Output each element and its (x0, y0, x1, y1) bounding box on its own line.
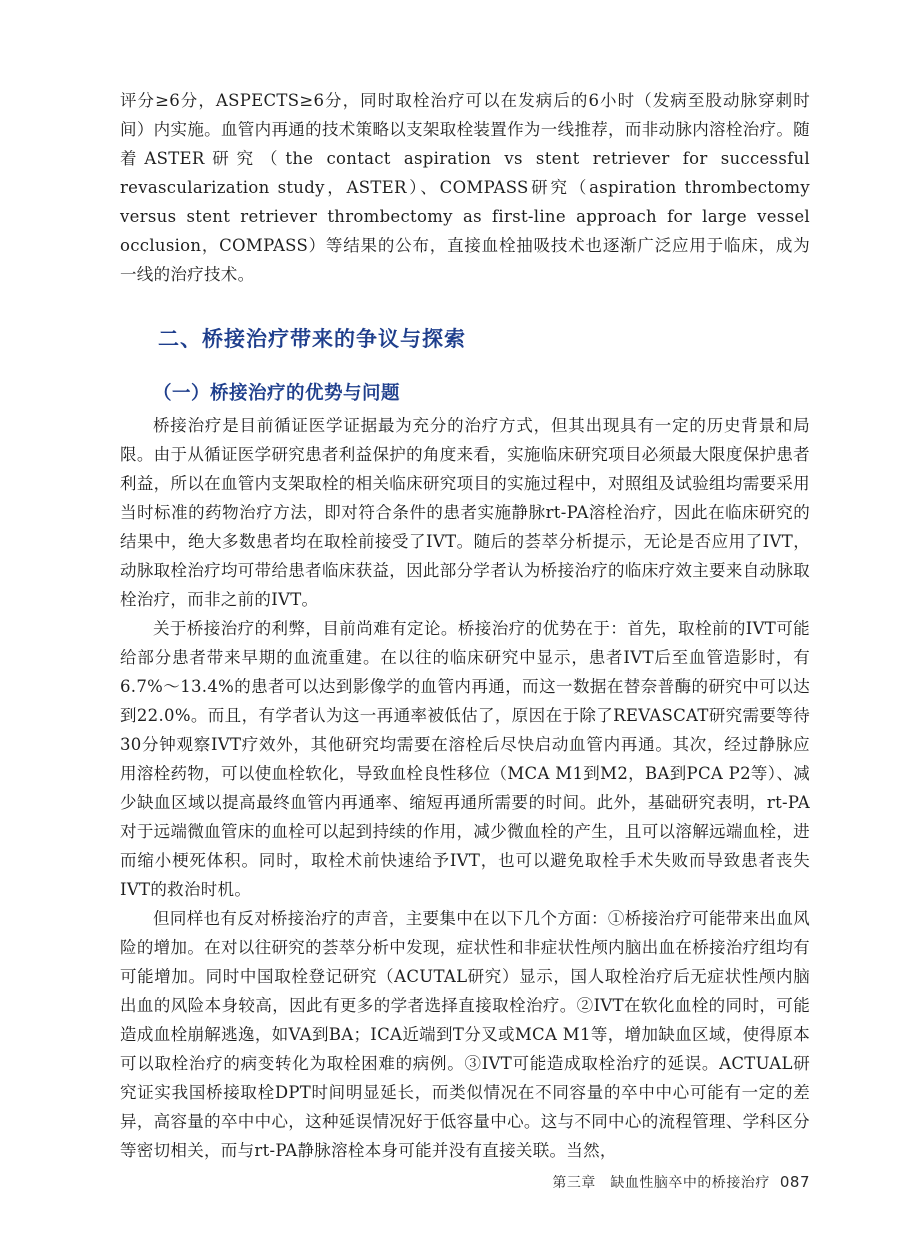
subsection-heading: （一）桥接治疗的优势与问题 (153, 383, 401, 404)
body-paragraph-2: 关于桥接治疗的利弊，目前尚难有定论。桥接治疗的优势在于：首先，取栓前的IVT可能给部分患者带来早期的血流重建。在以往的临床研究中显示，患者IVT后至血管造影时，有6.7%～13.4%的患者可以达到影像学的血管内再通，而这一数据在替奈普酶的研究中可以达到22.0%。而且，有学者认为这一再通率被低估了，原因在于除了REVASCAT研究需要等待30分钟观察IVT疗效外，其他研究均需要在溶栓后尽快启动血管内再通。其次，经过静脉应用溶栓药物，可以使血栓软化，导致血栓良性移位（MCA M1到M2，BA到PCA P2等）、减少缺血区域以提高最终血管内再通率、缩短再通所需要的时间。此外，基础研究表明，rt-PA对于远端微血管床的血栓可以起到持续的作用，减少微血栓的产生，且可以溶解远端血栓，进而缩小梗死体积。同时，取栓术前快速给予IVT，也可以避免取栓手术失败而导致患者丧失IVT的救治时机。 (120, 619, 810, 899)
body-paragraph-3: 但同样也有反对桥接治疗的声音，主要集中在以下几个方面：①桥接治疗可能带来出血风险的增加。在对以往研究的荟萃分析中发现，症状性和非症状性颅内脑出血在桥接治疗组均有可能增加。同时中国取栓登记研究（ACUTAL研究）显示，国人取栓治疗后无症状性颅内脑出血的风险本身较高，因此有更多的学者选择直接取栓治疗。②IVT在软化血栓的同时，可能造成血栓崩解逃逸，如VA到BA；ICA近端到T分叉或MCA M1等，增加缺血区域，使得原本可以取栓治疗的病变转化为取栓困难的病例。③IVT可能造成取栓治疗的延误。ACTUAL研究证实我国桥接取栓DPT时间明显延长，而类似情况在不同容量的卒中中心可能有一定的差异，高容量的卒中中心，这种延误情况好于低容量中心。这与不同中心的流程管理、学科区分等密切相关，而与rt-PA静脉溶栓本身可能并没有直接关联。当然， (120, 909, 810, 1160)
page-content (120, 86, 810, 1165)
page-number: 087 (779, 1173, 810, 1191)
page-footer (490, 1172, 810, 1192)
body-paragraph-continued: 评分≥6分，ASPECTS≥6分，同时取栓治疗可以在发病后的6小时（发病至股动脉穿刺时间）内实施。血管内再通的技术策略以支架取栓装置作为一线推荐，而非动脉内溶栓治疗。随着ASTER研究（the contact aspiration vs stent retriever for successful revascularization study，ASTER）、COMPASS研究（aspiration thrombectomy versus stent retriever thrombectomy as first-line approach for large vessel occlusion，COMPASS）等结果的公布，直接血栓抽吸技术也逐渐广泛应用于临床，成为一线的治疗技术。 (120, 91, 810, 284)
section-heading: 二、桥接治疗带来的争议与探索 (158, 327, 466, 351)
chapter-title: 第三章 缺血性脑卒中的桥接治疗 (552, 1175, 770, 1191)
body-paragraph-1: 桥接治疗是目前循证医学证据最为充分的治疗方式，但其出现具有一定的历史背景和局限。由于从循证医学研究患者利益保护的角度来看，实施临床研究项目必须最大限度保护患者利益，所以在血管内支架取栓的相关临床研究项目的实施过程中，对照组及试验组均需要采用当时标准的药物治疗方法，即对符合条件的患者实施静脉rt-PA溶栓治疗，因此在临床研究的结果中，绝大多数患者均在取栓前接受了IVT。随后的荟萃分析提示，无论是否应用了IVT，动脉取栓治疗均可带给患者临床获益，因此部分学者认为桥接治疗的临床疗效主要来自动脉取栓治疗，而非之前的IVT。 (120, 416, 810, 609)
